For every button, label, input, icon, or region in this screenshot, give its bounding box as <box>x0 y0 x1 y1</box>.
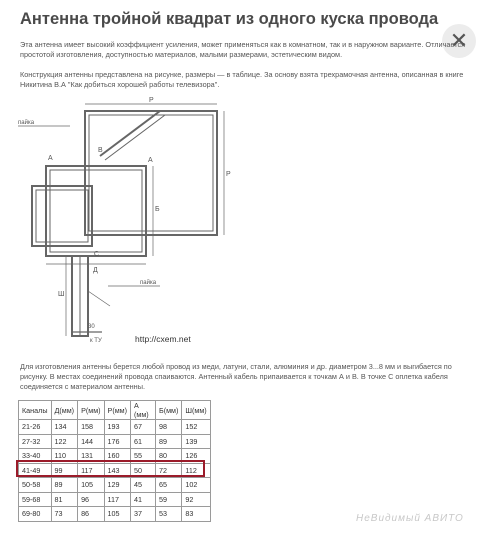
construction-paragraph: Конструкция антенны представлена на рисунке, размеры — в таблице. За основу взята трехрамочная антенна, описанная в книге Никитина В.А "Как добиться хорошей работы телевизора". <box>20 70 464 89</box>
table-row <box>19 507 211 522</box>
watermark: НеВидимый АВИТО <box>356 513 464 524</box>
table-cell: 83 <box>182 507 210 522</box>
table-cell: 21-26 <box>19 420 52 435</box>
label-30: 30 <box>88 324 95 330</box>
table-cell: 152 <box>182 420 210 435</box>
table-cell: 89 <box>51 478 78 493</box>
intro-paragraph: Эта антенна имеет высокий коэффициент усиления, может применяться как в комнатном, так и в наружном варианте. Отличается простотой изготовления, доступностью материалов, малыми размерами, эстетическим видом. <box>20 40 466 59</box>
label-d: Д <box>93 267 98 274</box>
label-solder-top: пайка <box>18 120 35 126</box>
label-point-b: В <box>98 147 103 154</box>
antenna-diagram <box>10 96 260 346</box>
table-cell: 98 <box>156 420 182 435</box>
header-cell: Б(мм) <box>156 401 182 420</box>
label-b: Б <box>155 206 160 213</box>
table-cell: 176 <box>104 434 130 449</box>
table-row <box>19 478 211 493</box>
table-cell: 37 <box>131 507 156 522</box>
table-cell: 73 <box>51 507 78 522</box>
table-cell: 53 <box>156 507 182 522</box>
table-cell: 131 <box>78 449 104 464</box>
table-cell: 45 <box>131 478 156 493</box>
header-cell: А (мм) <box>131 401 156 420</box>
table-cell: 129 <box>104 478 130 493</box>
table-cell: 102 <box>182 478 210 493</box>
source-url: http://cxem.net <box>135 334 191 344</box>
table-cell: 41 <box>131 492 156 507</box>
table-cell: 65 <box>156 478 182 493</box>
label-solder-bottom: пайка <box>140 280 157 286</box>
director-frame <box>32 186 92 246</box>
table-cell: 81 <box>51 492 78 507</box>
label-point-c: C <box>94 251 100 258</box>
table-cell: 50-58 <box>19 478 52 493</box>
table-row <box>19 492 211 507</box>
table-cell: 59-68 <box>19 492 52 507</box>
table-cell: 80 <box>156 449 182 464</box>
header-cell: Д(мм) <box>51 401 78 420</box>
page-title: Антенна тройной квадрат из одного куска провода <box>20 10 439 28</box>
table-header-row <box>19 401 211 420</box>
table-cell: 105 <box>78 478 104 493</box>
header-cell: Каналы <box>19 401 52 420</box>
reflector-frame <box>85 111 217 235</box>
materials-paragraph: Для изготовления антенны берется любой провод из меди, латуни, стали, алюминия и др. диаметром 3...8 мм и выгибается по рисунку. В местах соединений провода спаиваются. Антенный кабель припаивается к точкам А и В. В точке С оплетка кабеля соединяется с материалом антенны. <box>20 362 452 391</box>
table-cell: 126 <box>182 449 210 464</box>
table-cell: 50 <box>131 463 156 478</box>
table-row <box>19 434 211 449</box>
header-cell: Р(мм) <box>78 401 104 420</box>
table-cell: 112 <box>182 463 210 478</box>
table-cell: 59 <box>156 492 182 507</box>
table-cell: 33-40 <box>19 449 52 464</box>
label-a-left: A <box>48 155 53 162</box>
label-to-tv: к ТУ <box>90 338 102 344</box>
table-cell: 89 <box>156 434 182 449</box>
label-sh: Ш <box>58 291 65 298</box>
table-cell: 96 <box>78 492 104 507</box>
table-cell: 67 <box>131 420 156 435</box>
table-cell: 144 <box>78 434 104 449</box>
table-cell: 27-32 <box>19 434 52 449</box>
header-cell: Р(мм) <box>104 401 130 420</box>
table-cell: 193 <box>104 420 130 435</box>
table-cell: 92 <box>182 492 210 507</box>
table-cell: 72 <box>156 463 182 478</box>
table-cell: 117 <box>104 492 130 507</box>
header-cell: Ш(мм) <box>182 401 210 420</box>
table-cell: 158 <box>78 420 104 435</box>
table-cell: 143 <box>104 463 130 478</box>
table-cell: 134 <box>51 420 78 435</box>
highlight-frame <box>16 460 205 477</box>
label-a-right: A <box>148 157 153 164</box>
table-cell: 69-80 <box>19 507 52 522</box>
table-row <box>19 420 211 435</box>
table-cell: 99 <box>51 463 78 478</box>
table-cell: 117 <box>78 463 104 478</box>
table-cell: 55 <box>131 449 156 464</box>
table-cell: 110 <box>51 449 78 464</box>
table-cell: 61 <box>131 434 156 449</box>
label-p-top: P <box>149 97 154 104</box>
table-cell: 139 <box>182 434 210 449</box>
table-cell: 86 <box>78 507 104 522</box>
label-p-side: P <box>226 171 231 178</box>
close-icon: ✕ <box>449 28 469 53</box>
table-cell: 160 <box>104 449 130 464</box>
table-cell: 122 <box>51 434 78 449</box>
table-cell: 105 <box>104 507 130 522</box>
table-cell: 41-49 <box>19 463 52 478</box>
